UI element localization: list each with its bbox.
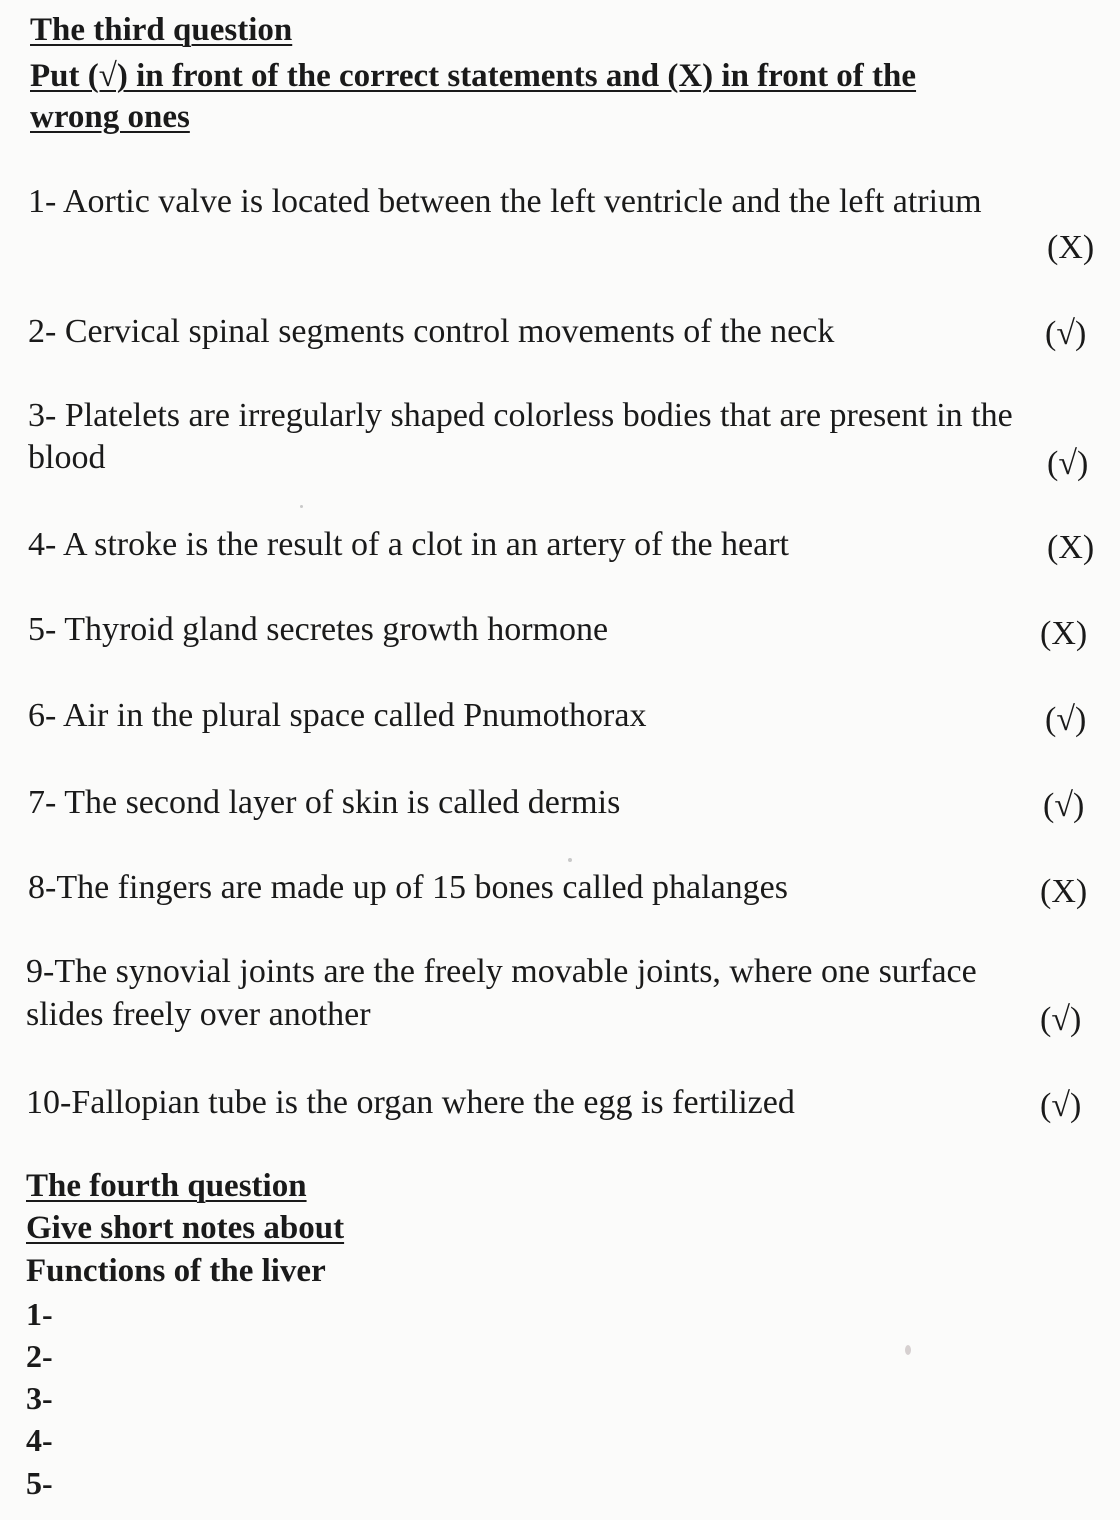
statement-2: 2- Cervical spinal segments control movements of the neck <box>28 313 835 350</box>
scan-speck <box>905 1345 911 1355</box>
answer-4: (X) <box>1047 529 1095 566</box>
answer-3: (√) <box>1047 445 1089 482</box>
statement-7: 7- The second layer of skin is called dermis <box>28 784 621 821</box>
answer-10: (√) <box>1040 1087 1082 1124</box>
answer-1: (X) <box>1047 229 1095 266</box>
statement-5: 5- Thyroid gland secretes growth hormone <box>28 611 609 648</box>
statement-6: 6- Air in the plural space called Pnumothorax <box>28 697 647 734</box>
q3-instruction-line1: Put (√) in front of the correct statements and (X) in front of the <box>30 58 917 94</box>
q3-title: The third question <box>30 12 293 48</box>
q4-title: The fourth question <box>26 1168 307 1204</box>
statement-3: 3- Platelets are irregularly shaped colorless bodies that are present in the <box>28 397 1013 434</box>
statement-3-cont: blood <box>28 439 106 476</box>
statement-10: 10-Fallopian tube is the organ where the egg is fertilized <box>26 1084 795 1121</box>
scan-speck <box>568 858 572 862</box>
statement-4: 4- A stroke is the result of a clot in an artery of the heart <box>28 526 789 563</box>
statement-1: 1- Aortic valve is located between the left ventricle and the left atrium <box>28 183 982 220</box>
answer-7: (√) <box>1043 787 1085 824</box>
blank-line-5: 5- <box>26 1465 53 1501</box>
answer-2: (√) <box>1045 315 1087 352</box>
q3-instruction-line2: wrong ones <box>30 99 190 135</box>
statement-8: 8-The fingers are made up of 15 bones called phalanges <box>28 869 788 906</box>
statement-9: 9-The synovial joints are the freely movable joints, where one surface <box>26 953 977 990</box>
statement-9-cont: slides freely over another <box>26 996 371 1033</box>
answer-8: (X) <box>1040 873 1088 910</box>
q4-instruction: Give short notes about <box>26 1210 345 1246</box>
q4-topic: Functions of the liver <box>26 1253 326 1289</box>
answer-6: (√) <box>1045 701 1087 738</box>
blank-line-3: 3- <box>26 1380 53 1416</box>
answer-5: (X) <box>1040 615 1088 652</box>
blank-line-2: 2- <box>26 1338 53 1374</box>
blank-line-4: 4- <box>26 1422 53 1458</box>
scan-speck <box>300 505 303 508</box>
answer-9: (√) <box>1040 1001 1082 1038</box>
blank-line-1: 1- <box>26 1296 53 1332</box>
